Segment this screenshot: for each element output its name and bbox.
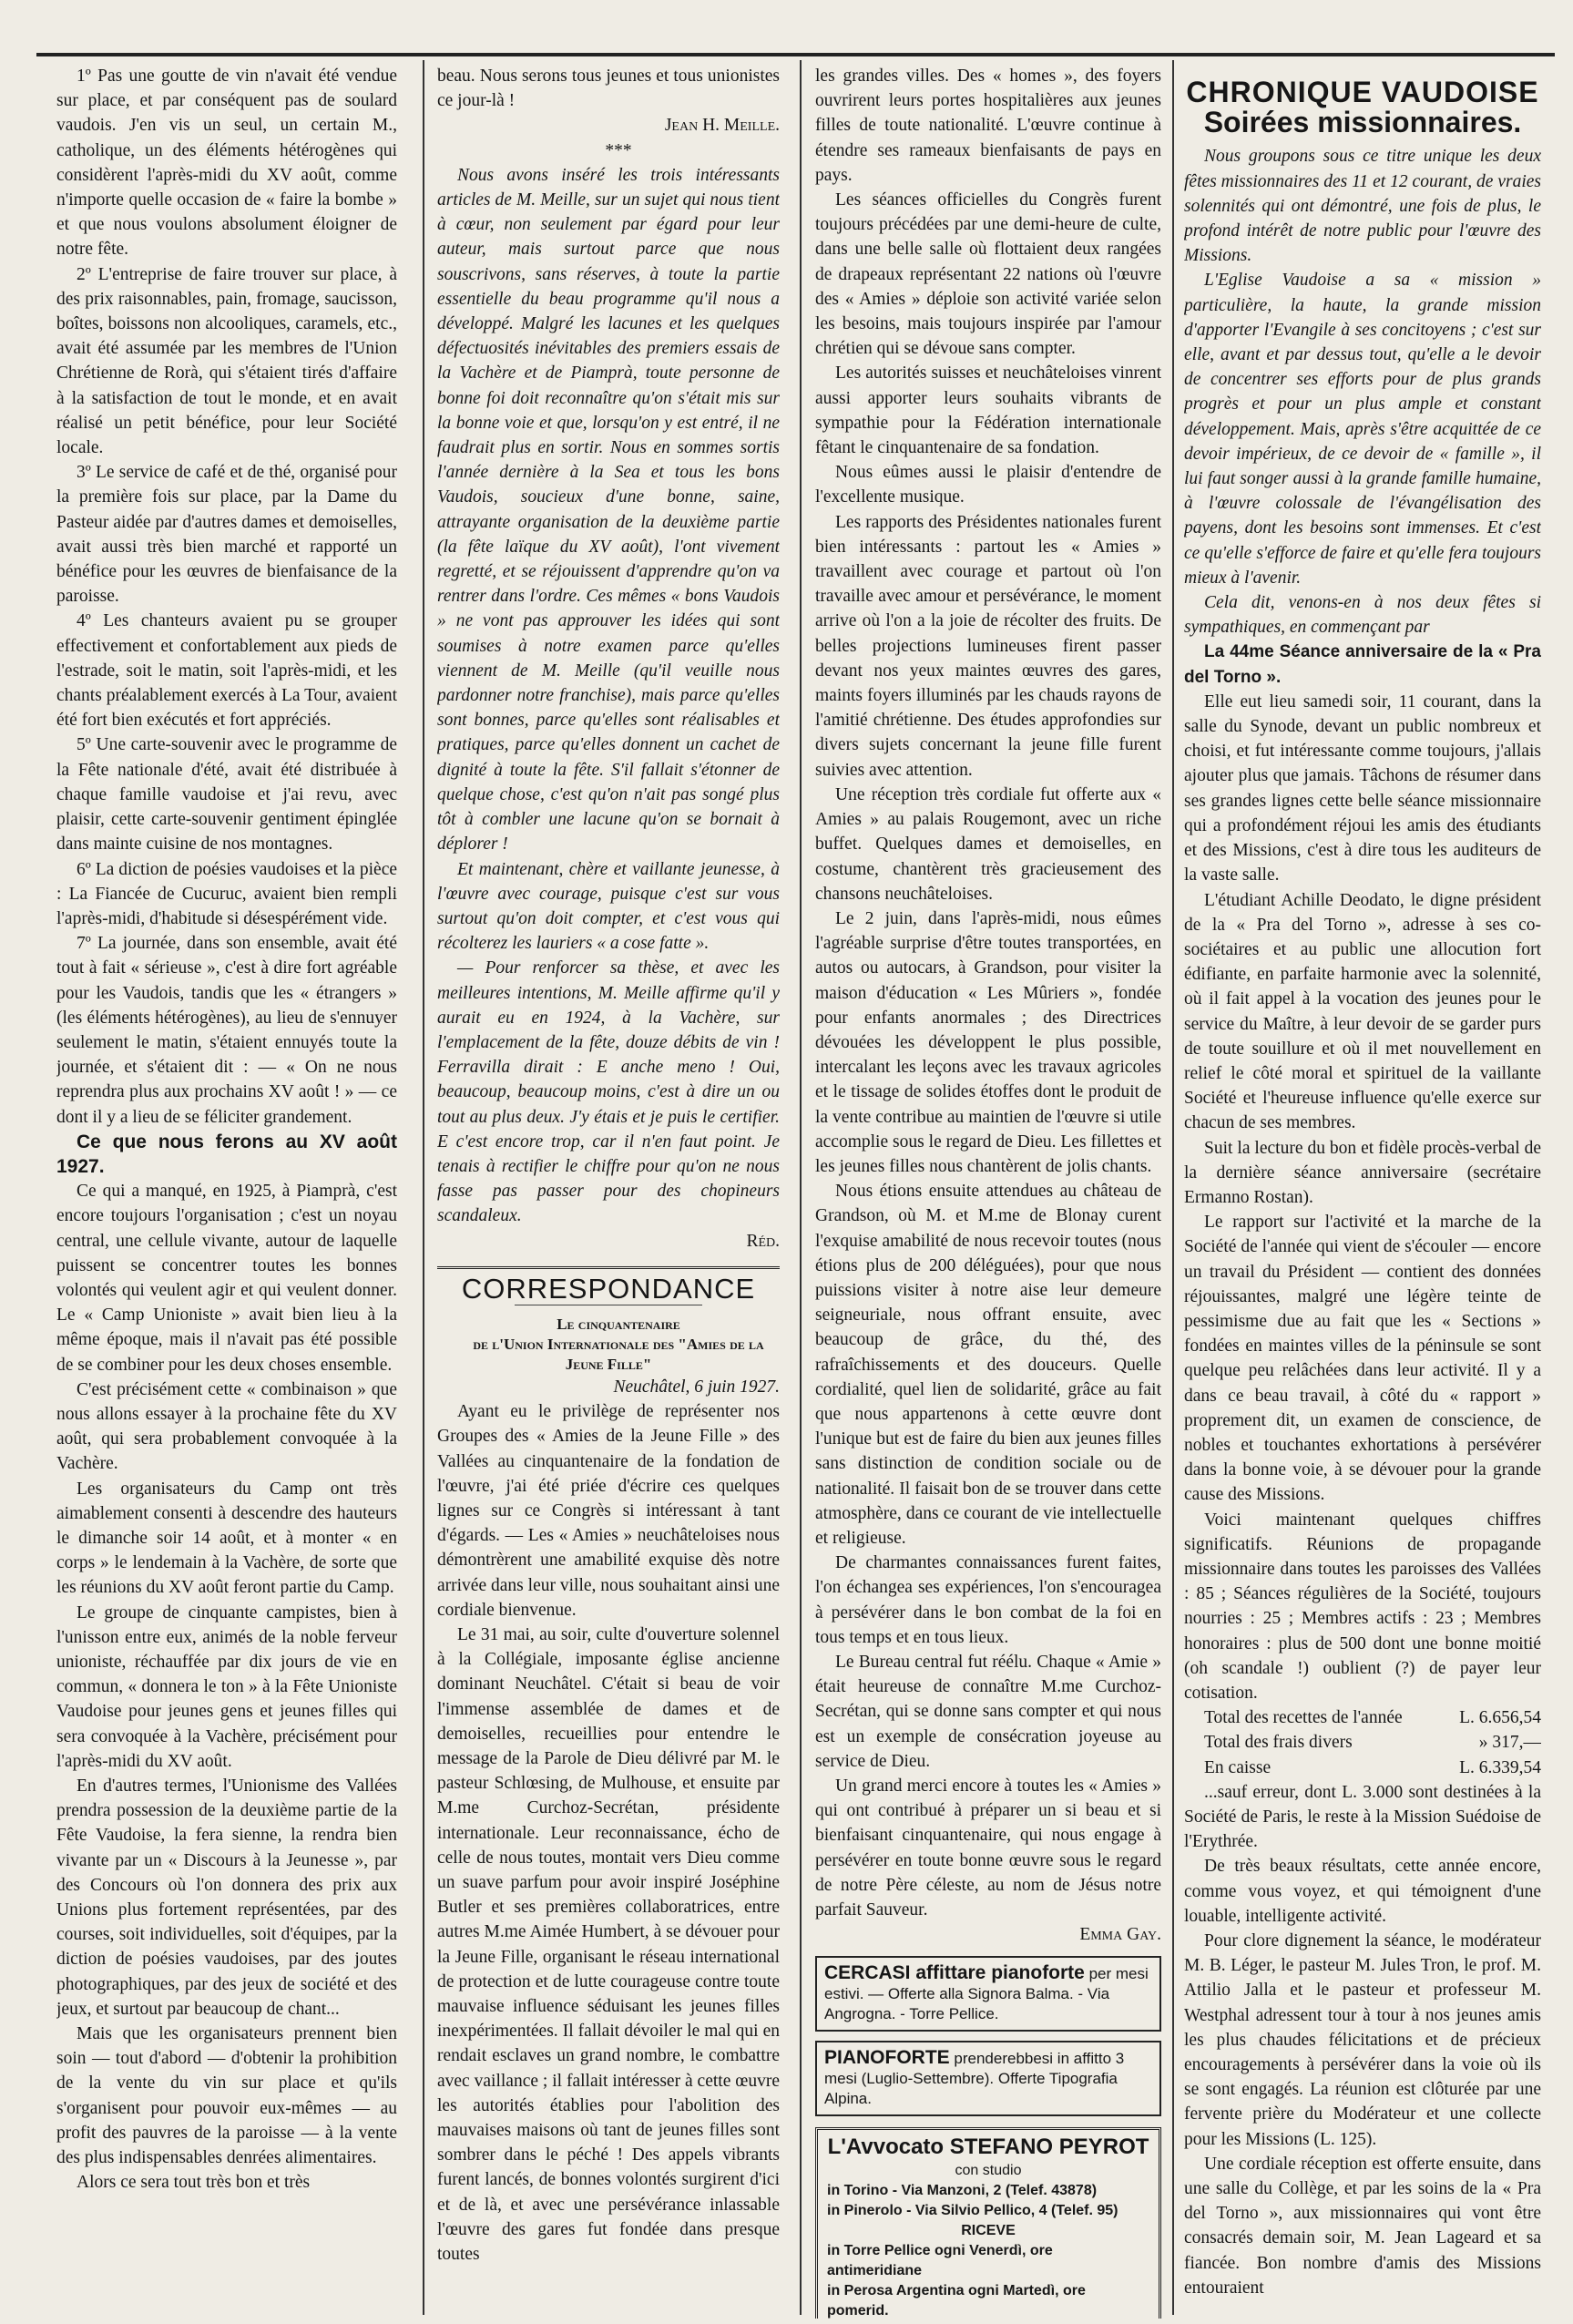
ledger-label: Total des recettes de l'année	[1204, 1708, 1403, 1728]
ledger-row	[1184, 1756, 1541, 1780]
section-heading: Ce que nous ferons au XV août 1927.	[56, 1131, 397, 1177]
lawyer-address: in Torino - Via Manzoni, 2 (Telef. 43878)	[827, 2183, 1098, 2199]
paragraph: De très beaux résultats, cette année encore, comme vous voyez, et qui témoignent d'une louable, intelligente activité.	[1184, 1857, 1541, 1926]
paragraph: Les organisateurs du Camp ont très aimablement consenti à descendre des hauteurs le dimanche soir 14 août, et à monter « en corps » le lendemain à la Vachère, de sorte que les réunions du XV août feront partie du Camp.	[56, 1479, 397, 1598]
separator-stars: ***	[605, 140, 632, 160]
paragraph: L'Eglise Vaudoise a sa « mission » particulière, la haute, la grande mission d'apporter l'Evangile à ses concitoyens ; c'est sur elle, avant et par dessus tout, qu'elle a le devoir de concentrer ses efforts pour de plus grands progrès et pour un plus ample et constant développement. Mais, après s'être acquittée de ce devoir impérieux, de ce devoir de « famille », il lui faut songer aussi à la grande famille humaine, à l'œuvre colossale de l'évangélisation des payens, dont les besoins sont immenses. Et c'est ce qu'elle s'efforce de faire et qu'elle fera toujours mieux à l'avenir.	[1184, 271, 1541, 588]
lawyer-address: in Pinerolo - Via Silvio Pellico, 4 (Telef. 95)	[827, 2203, 1118, 2219]
lawyer-ad	[815, 2127, 1161, 2319]
signature: Réd.	[746, 1231, 780, 1251]
ledger-value: L. 6.656,54	[1459, 1708, 1541, 1728]
editorial-paragraph: — Pour renforcer sa thèse, et avec les meilleures intentions, M. Meille affirme qu'il y aurait eu en 1924, à la Vachère, sur l'emplacement de la fête, douze débits de vin ! Ferravilla dirait : E anche meno ! Oui, beaucoup, beaucoup moins, c'est à dire un ou tout au plus deux. J'y étais et je puis le certifier. E c'est encore trop, car il n'en faut point. Je tenais à rectifier le chiffre pour qu'on ne nous fasse pas passer pour des chopineurs scandaleux.	[437, 958, 780, 1226]
column-4	[1184, 64, 1541, 2319]
paragraph: Le groupe de cinquante campistes, bien à l'unisson entre eux, animés de la noble ferveur unioniste, réchauffée par dix jours de vie en commun, « donnera le ton » à la Fête Unioniste Vaudoise pour jeunes gens et jeunes filles qui sera convoquée à la Vachère, précisément pour l'après-midi du XV août.	[56, 1602, 397, 1771]
paragraph: Une cordiale réception est offerte ensuite, dans une salle du Collège, et par les soins de la « Pra del Torno », aux missionnaires qui vont être consacrés demain soir, M. Jean Lageard et sa fiancée. Bon nombre d'amis des Missions entouraient	[1184, 2154, 1541, 2298]
classified-ad-piano-rent	[815, 1956, 1161, 2032]
lawyer-schedule: in Torre Pellice ogni Venerdì, ore antimeridiane	[827, 2243, 1053, 2279]
signature: Jean H. Meille.	[664, 116, 780, 136]
classified-ad-piano	[815, 2041, 1161, 2116]
paragraph: Suit la lecture du bon et fidèle procès-verbal de la dernière séance anniversaire (secrétaire Ermanno Rostan).	[1184, 1138, 1541, 1207]
ledger-row	[1184, 1705, 1541, 1730]
article-subtitle: de l'Union Internationale des "Amies de la Jeune Fille"	[473, 1335, 764, 1373]
ledger-value: L. 6.339,54	[1459, 1757, 1541, 1777]
paragraph: les grandes villes. Des « homes », des foyers ouvrirent leurs portes hospitalières aux jeunes filles de toute nationalité. L'œuvre continue à étendre ses rameaux bienfaisants de pays en pays.	[815, 67, 1161, 185]
paragraph: 3º Le service de café et de thé, organisé pour la première fois sur place, par la Dame du Pasteur aidée par d'autres dames et demoiselles, avait aussi très bien marché et rapporté un bénéfice pour les œuvres de bienfaisance de la paroisse.	[56, 463, 397, 607]
paragraph: Le rapport sur l'activité et la marche de la Société de l'année qui vient de s'écouler — encore un travail du Président — contient des données réjouissantes, malgré une légère teinte de pessimisme due au fait que les « Sections » fondées en maintes villes de la péninsule se sont quelque peu relâchées dans leur activité. Il y a dans ce beau travail, à côté du « rapport » proprement dit, un examen de conscience, de nobles et touchantes exhortations à persévérer dans la bonne voie, à se dévouer pour la grande cause des Missions.	[1184, 1213, 1541, 1505]
paragraph: Pour clore dignement la séance, le modérateur M. B. Léger, le pasteur M. Jules Tron, le prof. M. Attilio Jalla et le pasteur et professeur M. Westphal adressent tour à tour à nos jeunes amis les plus chaudes félicitations et de précieux encouragements à persévérer dans la voie où ils se sont engagés. La réunion est clôturée par une fervente prière du Modérateur et une collecte pour les Missions (L. 125).	[1184, 1931, 1541, 2149]
column-divider	[1172, 60, 1174, 2315]
paragraph: Les rapports des Présidentes nationales furent bien intéressants : partout les « Amies » travaillent avec courage et partout où l'on travaille avec amour et persévérance, le moment arrive où l'on a la joie de récolter des fruits. De belles projections lumineuses firent passer devant nos yeux maintes œuvres des gares, maints foyers illuminés par les chauds rayons de l'amitié chrétienne. Des études approfondies sur divers sujets concernant la jeune fille furent suivies avec attention.	[815, 512, 1161, 780]
lawyer-schedule: in Perosa Argentina ogni Martedì, ore pomerid.	[827, 2283, 1086, 2319]
editorial-paragraph: Nous avons inséré les trois intéressants articles de M. Meille, sur un sujet qui nous tient à cœur, non seulement par égard pour leur auteur, mais surtout parce que nous souscrivons, sans réserves, à toute la partie essentielle du beau programme qu'il nous a développé. Malgré les lacunes et les quelques défectuosités inévitables des premiers essais de la Vachère et de Piamprà, toute personne de bonne foi doit reconnaître qu'on s'était mis sur la bonne voie et que, lorsqu'on y est entré, il ne faudrait plus en sortir. Nous en sommes sortis l'année dernière à la Sea et tous les bons Vaudois, soucieux d'une bonne, saine, attrayante organisation de la deuxième partie (la fête laïque du XV août), l'ont vivement regretté, et se réjouissent d'apprendre qu'on va rentrer dans l'ordre. Ces mêmes « bons Vaudois » ne vont pas approuver les idées qui sont soumises à notre examen parce qu'elles viennent de M. Meille (qu'il veuille nous pardonner notre franchise), mais parce qu'elles sont bonnes, parce qu'elles sont réalisables et pratiques, parce qu'elles donnent un cachet de dignité à toute la fête. S'il fallait s'étonner de quelque chose, c'est qu'on n'ait pas songé plus tôt à combler une lacune qu'on se bornait à déplorer !	[437, 165, 780, 855]
sub-heading: La 44me Séance anniversaire de la « Pra del Torno ».	[1184, 642, 1541, 687]
column-divider	[800, 60, 802, 2315]
paragraph: Ayant eu le privilège de représenter nos Groupes des « Amies de la Jeune Fille » des Vallées au cinquantenaire de la fondation de l'œuvre, j'ai été priée d'écrire ces quelques lignes sur ce Congrès si intéressant à tant d'égards. — Les « Amies » neuchâteloises nous démontrèrent une amabilité exquise dès notre arrivée dans leur ville, nous souhaitant ainsi une cordiale bienvenue.	[437, 1402, 780, 1620]
ad-headline: PIANOFORTE	[824, 2047, 950, 2069]
ad-headline: CERCASI affittare pianoforte	[824, 1962, 1085, 1984]
paragraph: 6º La diction de poésies vaudoises et la pièce : La Fiancée de Cucuruc, avaient bien rempli l'après-midi, d'habitude si désespérément vide.	[56, 859, 397, 928]
top-rule	[36, 53, 1555, 56]
signature: Emma Gay.	[1079, 1925, 1161, 1945]
section-heading: CHRONIQUE VAUDOISE	[1186, 76, 1539, 108]
paragraph: Alors ce sera tout très bon et très	[77, 2173, 311, 2193]
ad-text: prenderebbesi in affitto 3 mesi (Luglio-Settembre). Offerte Tipografia Alpina.	[824, 2050, 1125, 2108]
column-divider	[423, 60, 424, 2315]
paragraph: Nous eûmes aussi le plaisir d'entendre de l'excellente musique.	[815, 463, 1161, 507]
ledger-label: En caisse	[1204, 1757, 1272, 1777]
article-title: Le cinquantenaire	[557, 1315, 680, 1333]
paragraph: Elle eut lieu samedi soir, 11 courant, dans la salle du Synode, devant un public nombreux et choisi, et fut intéressante comme toujours, j'allais ajouter plus que jamais. Tâchons de résumer dans ses grandes lignes cette belle séance missionnaire qui a profondément réjoui les amis des étudiants et des Missions, c'est à dire tous les auditeurs de la vaste salle.	[1184, 691, 1541, 886]
paragraph: Une réception très cordiale fut offerte aux « Amies » au palais Rougemont, avec un riche buffet. Quelques dames et demoiselles, en costume, chantèrent très gracieusement des chansons neuchâteloises.	[815, 784, 1161, 904]
paragraph: L'étudiant Achille Deodato, le digne président de la « Pra del Torno », adresse à ses co-sociétaires et au public une allocution fort édifiante, en parfaite harmonie avec la solennité, où il fait appel à la vocation des jeunes pour le service du Maître, à leur devoir de se garder purs de toute souillure et où il met nouvellement en relief le côté moral et spirituel de la vaillante Société et l'heureuse influence qu'elle exerce sur chacun de ses membres.	[1184, 890, 1541, 1133]
ledger-row	[1184, 1730, 1541, 1755]
paragraph: 4º Les chanteurs avaient pu se grouper effectivement et confortablement aux pieds de l'estrade, soit le matin, soit l'après-midi, et les chants préalablement exercés à La Tour, avaient été fort bien exécutés et fort appréciés.	[56, 611, 397, 731]
article-title: Soirées missionnaires.	[1203, 106, 1522, 139]
paragraph: 5º Une carte-souvenir avec le programme de la Fête nationale d'été, avait été distribuée à chaque famille vaudoise et j'ai revu, avec plaisir, cette carte-souvenir gentiment épinglée dans mainte cuisine de nos montagnes.	[56, 735, 397, 855]
lawyer-studio: con studio	[955, 2163, 1022, 2179]
editorial-paragraph: Et maintenant, chère et vaillante jeunesse, à l'œuvre avec courage, puisque c'est sur vous surtout qu'on doit compter, et c'est vous qui récolterez les lauriers « a cose fatte ».	[437, 859, 780, 954]
paragraph: Nous groupons sous ce titre unique les deux fêtes missionnaires des 11 et 12 courant, de vraies solennités qui ont démontré, une fois de plus, le profond intérêt de notre public pour l'œuvre des Missions.	[1184, 147, 1541, 266]
paragraph: 7º La journée, dans son ensemble, avait été tout à fait « sérieuse », c'est à dire fort agréable pour les Vaudois, tandis que les « étrangers » (les éléments hétérogènes), au lieu de s'ennuyer seulement le matin, s'étaient ennuyés toute la journée, et s'étaient dit : — « On ne nous reprendra plus aux prochains XV août ! » — ce dont il y a lieu de se féliciter grandement.	[56, 934, 397, 1127]
dateline: Neuchâtel, 6 juin 1927.	[613, 1377, 780, 1397]
paragraph: Ce qui a manqué, en 1925, à Piamprà, c'est encore toujours l'organisation ; c'est un noyau central, une cellule vivante, autour de laquelle puissent se concentrer toutes les bonnes volontés qui veulent agir et qui veulent donner. Le « Camp Unioniste » avait bien lieu à la même époque, mais il n'avait pas été possible de se combiner pour les deux choses ensemble.	[56, 1182, 397, 1375]
paragraph: Le 31 mai, au soir, culte d'ouverture solennel à la Collégiale, imposante église ancienne dominant Neuchâtel. C'était si beau de voir l'immense assemblée de dames et de demoiselles, recueillies pour entendre le message de la Parole de Dieu délivré par M. le pasteur Schlœsing, de Mulhouse, et ensuite par M.me Curchoz-Secrétan, présidente internationale. Leur reconnaissance, écho de celle de nous toutes, montait vers Dieu comme un suave parfum pour avoir inspiré Joséphine Butler et ses premières collaboratrices, entre autres M.me Aimée Humbert, à se dévouer pour la Jeune Fille, organisant le réseau international de protection et de lutte courageuse contre toute mauvaise influence séduisant les jeunes filles inexpérimentées. Il fallait dévoiler le mal qui en rendait esclaves un grand nombre, le combattre avec vaillance ; il fallait intéresser à cette œuvre les autorités établies pour l'abolition des mauvaises maisons où tant de jeunes filles sont sombrer dans le péché ! Des appels vibrants furent lancés, de bonnes volontés surgirent d'ici et de là, et avec une persévérance inlassable l'œuvre des gares fut fondée dans presque toutes	[437, 1624, 780, 2265]
paragraph: Voici maintenant quelques chiffres significatifs. Réunions de propagande missionnaire dans toutes les paroisses des Vallées : 85 ; Séances régulières de la Société, toujours nourries : 25 ; Membres actifs : 23 ; Membres honoraires : plus de 500 dont une bonne moitié (oh scandale !) oublient (?) de payer leur cotisation.	[1184, 1510, 1541, 1703]
paragraph: Nous étions ensuite attendues au château de Grandson, où M. et M.me de Blonay curent l'exquise amabilité de nous recevoir toutes (nous étions plus de 200 déléguées), pour que nous puissions visiter à notre aise leur demeure seigneuriale, nous offrant ensuite, avec beaucoup de grâce, du thé, des rafraîchissements et des douceurs. Quelle cordialité, quel lien de solidarité, grâce au fait que nous appartenons à cette œuvre dont l'unique but est de faire du bien aux jeunes filles sans distinction de condition sociale ou de nationalité. Il faisait bon de se trouver dans cette atmosphère, dans ce courant de vie intellectuelle et religieuse.	[815, 1182, 1161, 1548]
paragraph: Mais que les organisateurs prennent bien soin — tout d'abord — d'obtenir la prohibition de la vente du vin sur place et qu'ils s'organisent pour pouvoir eux-mêmes — au profit des pauvres de la paroisse — à la vente des plus indispensables denrées alimentaires.	[56, 2024, 397, 2168]
column-1	[56, 64, 397, 2319]
paragraph: ...sauf erreur, dont L. 3.000 sont destinées à la Société de Paris, le reste à la Mission Suédoise de l'Erythrée.	[1184, 1782, 1541, 1852]
lawyer-riceve: RICEVE	[961, 2223, 1016, 2239]
column-2	[437, 64, 780, 2319]
paragraph: beau. Nous serons tous jeunes et tous unionistes ce jour-là !	[437, 67, 780, 111]
paragraph: Le 2 juin, dans l'après-midi, nous eûmes l'agréable surprise d'être toutes transportées, en autos ou autocars, à Grandson, pour visiter la maison d'éducation « Les Mûriers », fondée pour enfants anormales ; des Directrices dévouées les développent le plus possible, intercalant les leçons avec les travaux agricoles et le tissage de solides étoffes dont le produit de la vente contribue au maintien de l'œuvre si utile accomplie sous le regard de Dieu. Les fillettes et les jeunes filles nous chantèrent de jolis chants.	[815, 908, 1161, 1176]
ledger-value: » 317,—	[1478, 1733, 1541, 1753]
paragraph: De charmantes connaissances furent faites, l'on échangea ses expériences, l'on s'encouragea à persévérer dans le bon combat de la foi en tous temps et en tous lieux.	[815, 1553, 1161, 1647]
lawyer-name: L'Avvocato STEFANO PEYROT	[827, 2135, 1149, 2160]
ledger-label: Total des frais divers	[1204, 1733, 1353, 1753]
section-heading: CORRESPONDANCE	[437, 1266, 780, 1301]
paragraph: Le Bureau central fut réélu. Chaque « Amie » était heureuse de connaître M.me Curchoz-Secrétan, qui se donne sans compter et qui nous est un exemple de consécration joyeuse au service de Dieu.	[815, 1653, 1161, 1771]
paragraph: C'est précisément cette « combinaison » que nous allons essayer à la prochaine fête du XV août, qui sera probablement convoquée à la Vachère.	[56, 1379, 397, 1474]
paragraph: En d'autres termes, l'Unionisme des Vallées prendra possession de la deuxième partie de la Fête Vaudoise, la fera sienne, la rendra bien vivante par un « Discours à la Jeunesse », par des Concours où l'on donnera des prix aux Unions plus fortement représentées, par des courses, soit individuelles, soit d'équipes, par la diction de poésies vaudoises, par des joutes photographiques, par des jeux de société et des jeux, et surtout par beaucoup de chant...	[56, 1776, 397, 2019]
paragraph: Les autorités suisses et neuchâteloises vinrent aussi apporter leurs souhaits vibrants de sympathie pour la Fédération internationale fêtant le cinquantenaire de sa fondation.	[815, 363, 1161, 458]
column-3	[815, 64, 1161, 2319]
paragraph: Un grand merci encore à toutes les « Amies » qui ont contribué à préparer un si beau et si bienfaisant cinquantenaire, qui nous engage à persévérer en toute bonne œuvre sous le regard de notre Père céleste, au nom de Jésus notre parfait Sauveur.	[815, 1776, 1161, 1920]
paragraph: Les séances officielles du Congrès furent toujours précédées par une demi-heure de culte, dans une belle salle où flottaient deux rangées de drapeaux représentant 22 nations où l'œuvre des « Amies » déploie son activité variée selon les besoins, mais toujours inspirée par l'amour chrétien qui se dévoue sans compter.	[815, 190, 1161, 359]
paragraph: Cela dit, venons-en à nos deux fêtes si sympathiques, en commençant par	[1184, 593, 1541, 638]
paragraph: 1º Pas une goutte de vin n'avait été vendue sur place, et par conséquent pas de soulard vaudois. J'en vis un seul, un certain M., catholique, un des éléments hétérogènes qui considèrent l'après-midi du XV août, comme n'importe quelle occasion de « faire la bombe » et que nous voulons absolument éloigner de notre fête.	[56, 67, 397, 260]
ad-text: per mesi estivi. — Offerte alla Signora Balma. - Via Angrogna. - Torre Pellice.	[824, 1965, 1149, 2023]
paragraph: 2º L'entreprise de faire trouver sur place, à des prix raisonnables, pain, fromage, saucisson, boîtes, boissons non alcooliques, caramels, etc., avait été assumée par les membres de l'Union Chrétienne de Rorà, qui s'étaient tirés d'affaire à la satisfaction de tout le monde, et en avait réalisé un petit bénéfice, pour leur Société locale.	[56, 264, 397, 458]
